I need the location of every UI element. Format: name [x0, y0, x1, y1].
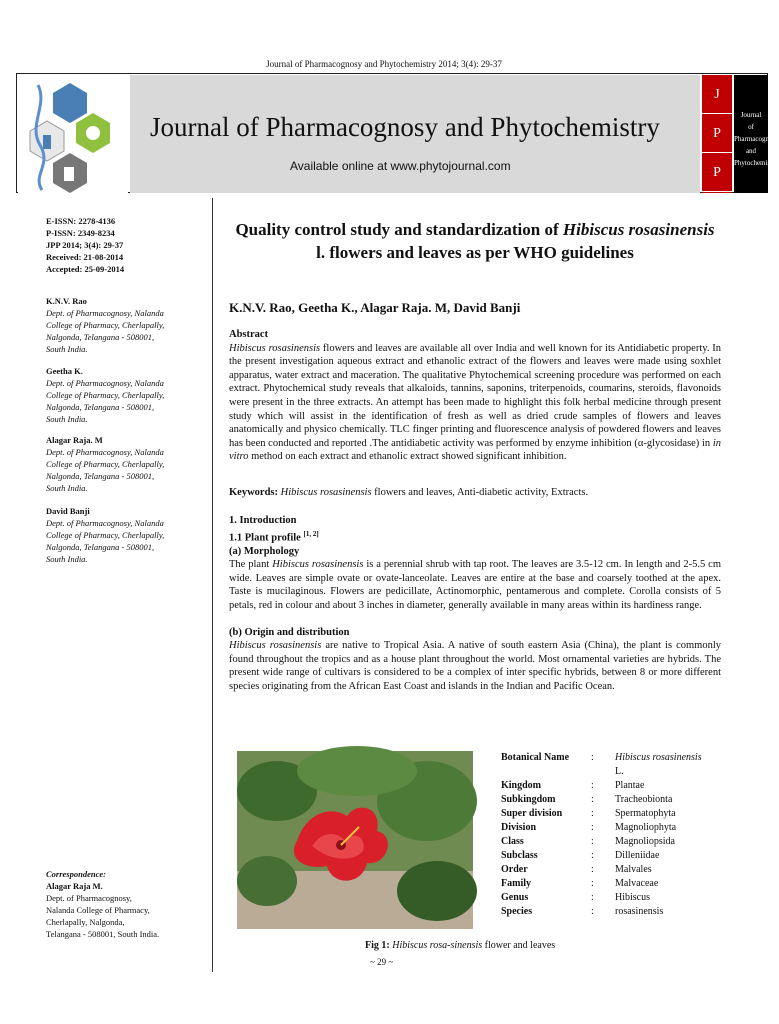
meta-line: JPP 2014; 3(4): 29-37 [46, 240, 124, 250]
taxonomy-sep: : [591, 780, 594, 791]
column-divider [212, 198, 213, 972]
affiliation-line: Dept. of Pharmacognosy, Nalanda [46, 378, 164, 388]
taxonomy-row [501, 891, 711, 905]
correspondence-line: Dept. of Pharmacognosy, [46, 893, 132, 903]
jpp-letter: P [702, 153, 732, 192]
journal-side-label [734, 75, 779, 193]
taxonomy-sep: : [591, 850, 594, 861]
affiliation-name: K.N.V. Rao [46, 296, 87, 306]
meta-line: Received: 21-08-2014 [46, 252, 124, 262]
subsubsection-heading: (b) Origin and distribution [229, 626, 350, 638]
journal-banner [16, 73, 779, 193]
affiliation-line: Nalgonda, Telangana - 508001, [46, 332, 155, 342]
taxonomy-value: Plantae [615, 780, 645, 791]
abstract-body: flowers and leaves are available all over India and well known for its Antidiabetic property. In the present investigation aqueous extract and ethanolic extract of the flowers and leaves were made using soxhlet apparatus, water extract and maceration. The qualitative Phytochemical screening procedure was performed on each extract. Phytochemical study reveals that alkaloids, tannins, saponins, triterpenoids, coumarins, steroids, flavonoids were present in the three extracts. An attempt has been made to highlight this folk herbal medicine through present study which will assist in the identification of fresh as well as dried crude samples of flowers and leaves anatomically and physico chemically. TLC finger printing and fluorescence analysis of powdered flowers and leaves has been conducted and reported .The antidiabetic activity was performed by enzyme inhibition (α-glycosidase) in [229, 342, 721, 449]
meta-line: E-ISSN: 2278-4136 [46, 216, 116, 226]
text: is a perennial shrub with tap root. The leaves are 3.5-12 cm. In length and 2-5.5 cm wide. Leaves are simple ovate or ovate-lanceolate. Leaves are entire at the base and coarsely toothed at the apex. Taste is mucilaginous. Flowers are pedicillate, Actinomorphic, pentamerous and complete. Corolla consists of 5 petals, red in colour and about 3 inches in diameter, generally available in many areas within its hardiness range. [229, 559, 721, 612]
affiliation-block [46, 365, 206, 425]
page-number: ~ 29 ~ [370, 957, 394, 967]
jpp-letter: J [702, 75, 732, 114]
taxonomy-row [501, 835, 711, 849]
affiliation-line: South India. [46, 344, 88, 354]
journal-title: Journal of Pharmacognosy and Phytochemistry [150, 112, 660, 142]
abstract-text [229, 342, 721, 464]
title-part: l. flowers and leaves as per WHO guidelines [316, 243, 634, 262]
keywords-species: Hibiscus rosasinensis [280, 487, 372, 498]
taxonomy-sep: : [591, 794, 594, 805]
journal-website: Available online at www.phytojournal.com [290, 159, 511, 173]
affiliation-line: College of Pharmacy, Cherlapally, [46, 459, 165, 469]
taxonomy-key: Kingdom [501, 780, 542, 791]
species: Hibiscus rosasinensis [229, 640, 322, 652]
taxonomy-value: Malvales [615, 864, 652, 875]
taxonomy-key: Super division [501, 808, 563, 819]
taxonomy-row [501, 849, 711, 863]
text: The plant [229, 559, 273, 571]
taxonomy-value: rosasinensis [615, 906, 664, 917]
taxonomy-key: Division [501, 822, 537, 833]
abstract-species: Hibiscus rosasinensis [229, 342, 321, 354]
taxonomy-row [501, 793, 711, 807]
taxonomy-sep: : [591, 892, 594, 903]
affiliation-name: Alagar Raja. M [46, 435, 103, 445]
side-text: Pharmacognosy [734, 135, 779, 143]
abstract-invitro: in vitro [229, 437, 721, 463]
affiliation-block [46, 505, 206, 565]
taxonomy-author: L. [615, 766, 624, 777]
journal-logo-icon [18, 75, 128, 193]
affiliation-line: Nalgonda, Telangana - 508001, [46, 471, 155, 481]
meta-line: Accepted: 25-09-2014 [46, 264, 125, 274]
text: are native to Tropical Asia. A native of south eastern Asia (China), the plant is commonly found throughout the tropics and as a house plant throughout the world. Most ornamental varieties are hybrids. The present wide range of cultivars is considered to be a complex of inter specific hybrids, between 8 or more different species originating from the African East Coast and islands in the Indian and Pacific Ocean. [229, 640, 721, 693]
taxonomy-value [615, 751, 711, 779]
side-text: Journal [740, 111, 762, 119]
taxonomy-key: Species [501, 906, 533, 917]
taxonomy-value: Tracheobionta [615, 794, 673, 805]
affiliation-block [46, 295, 206, 355]
taxonomy-sep: : [591, 906, 594, 917]
correspondence-name: Alagar Raja M. [46, 881, 103, 891]
correspondence-line: Telangana - 508001, South India. [46, 929, 160, 939]
figure-caption [365, 940, 555, 951]
taxonomy-sep: : [591, 808, 594, 819]
running-header: Journal of Pharmacognosy and Phytochemistry 2014; 3(4): 29-37 [266, 59, 502, 69]
section-heading: 1. Introduction [229, 515, 297, 526]
affiliation-line: Dept. of Pharmacognosy, Nalanda [46, 308, 164, 318]
taxonomy-row [501, 779, 711, 793]
taxonomy-row [501, 863, 711, 877]
taxonomy-sep: : [591, 878, 594, 889]
title-species: Hibiscus rosasinensis [562, 220, 715, 239]
correspondence-line: Nalanda College of Pharmacy, [46, 905, 150, 915]
jpp-letter: P [702, 114, 732, 153]
species: Hibiscus rosasinensis [272, 559, 364, 571]
figure-label: Fig 1: [365, 940, 393, 951]
meta-line: P-ISSN: 2349-8234 [46, 228, 115, 238]
taxonomy-row [501, 807, 711, 821]
affiliation-block [46, 434, 206, 494]
side-text: of [748, 123, 754, 131]
taxonomy-sep: : [591, 752, 594, 763]
jpp-letters [702, 75, 732, 193]
taxonomy-key: Subclass [501, 850, 538, 861]
taxonomy-key: Botanical Name [501, 752, 570, 763]
subsubsection-heading: (a) Morphology [229, 545, 300, 557]
taxonomy-value: Dilleniidae [615, 850, 660, 861]
subsection-title: 1.1 Plant profile [229, 532, 301, 544]
taxonomy-key: Genus [501, 892, 529, 903]
taxonomy-row [501, 905, 711, 919]
taxonomy-key: Order [501, 864, 528, 875]
taxonomy-sep: : [591, 864, 594, 875]
taxonomy-key: Class [501, 836, 524, 847]
taxonomy-row [501, 877, 711, 891]
citation-ref: [1, 2] [303, 529, 319, 538]
abstract [229, 328, 721, 464]
origin-paragraph [229, 639, 721, 693]
affiliation-line: Nalgonda, Telangana - 508001, [46, 402, 155, 412]
taxonomy-species: Hibiscus rosasinensis [615, 752, 702, 763]
taxonomy-value: Malvaceae [615, 878, 659, 889]
affiliation-line: South India. [46, 483, 88, 493]
correspondence-line: Cherlapally, Nalgonda, [46, 917, 125, 927]
affiliation-line: South India. [46, 554, 88, 564]
keywords-text: flowers and leaves, Anti-diabetic activity, Extracts. [371, 487, 589, 498]
affiliation-line: College of Pharmacy, Cherlapally, [46, 390, 165, 400]
correspondence-heading: Correspondence: [46, 869, 106, 879]
affiliation-line: College of Pharmacy, Cherlapally, [46, 530, 165, 540]
article-meta [46, 215, 124, 275]
morphology-paragraph [229, 558, 721, 612]
affiliation-name: Geetha K. [46, 366, 83, 376]
figure-text: flower and leaves [482, 940, 556, 951]
taxonomy-value: Spermatophyta [615, 808, 676, 819]
figure-species: Hibiscus rosa-sinensis [392, 940, 483, 951]
taxonomy-table [501, 751, 711, 919]
affiliation-line: Dept. of Pharmacognosy, Nalanda [46, 447, 164, 457]
affiliation-name: David Banji [46, 506, 90, 516]
abstract-heading: Abstract [229, 329, 269, 340]
title-part: Quality control study and standardization of [235, 220, 563, 239]
banner-title-panel [130, 75, 700, 193]
keywords [229, 486, 721, 500]
affiliation-line: South India. [46, 414, 88, 424]
side-text: and [745, 147, 757, 155]
taxonomy-sep: : [591, 822, 594, 833]
keywords-label: Keywords: [229, 487, 278, 498]
taxonomy-sep: : [591, 836, 594, 847]
author-list: K.N.V. Rao, Geetha K., Alagar Raja. M, David Banji [229, 300, 521, 315]
subsection-heading [229, 528, 721, 545]
taxonomy-key: Subkingdom [501, 794, 556, 805]
side-text: Phytochemistry [734, 159, 778, 167]
taxonomy-row [501, 751, 711, 779]
affiliation-line: Dept. of Pharmacognosy, Nalanda [46, 518, 164, 528]
taxonomy-value: Magnoliopsida [615, 836, 675, 847]
introduction [229, 514, 721, 694]
taxonomy-row [501, 821, 711, 835]
taxonomy-value: Magnoliophyta [615, 822, 677, 833]
taxonomy-key: Family [501, 878, 531, 889]
affiliation-line: Nalgonda, Telangana - 508001, [46, 542, 155, 552]
taxonomy-value: Hibiscus [615, 892, 650, 903]
abstract-tail: method on each extract and ethanolic extract showed significant inhibition. [248, 451, 567, 463]
correspondence-block [46, 868, 211, 940]
article-title [230, 218, 720, 264]
affiliation-line: College of Pharmacy, Cherlapally, [46, 320, 165, 330]
hibiscus-photo [237, 751, 473, 929]
